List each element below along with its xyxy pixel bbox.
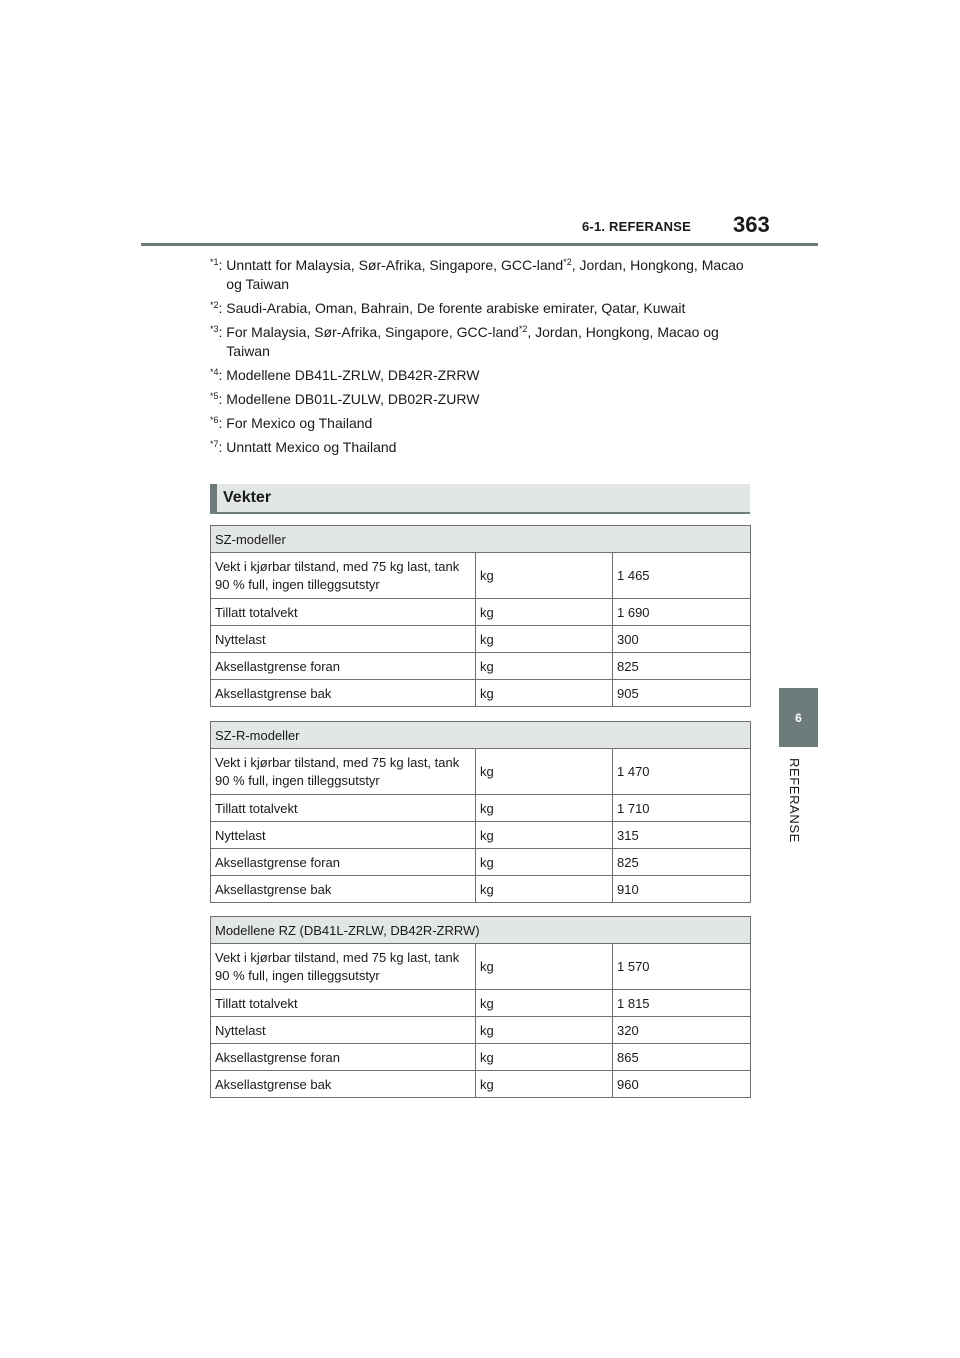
row-unit: kg [476,749,613,795]
footnote-mark: $^{*3}$: [210,324,227,340]
row-unit: kg [476,849,613,876]
row-unit: kg [476,1071,613,1098]
row-unit: kg [476,599,613,626]
footnote-text: Unntatt Mexico og Thailand [226,439,397,455]
row-label: Aksellastgrense bak [211,680,476,707]
row-value: 1 470 [613,749,751,795]
footnotes [210,256,755,462]
row-label: Tillatt totalvekt [211,990,476,1017]
section-title: Vekter [210,484,750,514]
row-value: 320 [613,1017,751,1044]
row-label: Aksellastgrense foran [211,1044,476,1071]
footnote-text: Saudi-Arabia, Oman, Bahrain, De forente arabiske emirater, Qatar, Kuwait [226,300,686,316]
footnote [210,323,755,361]
footnote-text: Unntatt for Malaysia, Sør-Afrika, Singapore, GCC-land$^{*2}$, Jordan, Hongkong, Macao og Taiwan [226,257,744,292]
row-value: 825 [613,653,751,680]
table-title: SZ-R-modeller [211,722,751,749]
row-value: 1 710 [613,795,751,822]
table-row [211,849,751,876]
row-unit: kg [476,876,613,903]
row-value: 300 [613,626,751,653]
footnote-text: Modellene DB01L-ZULW, DB02R-ZURW [226,391,480,407]
footnote [210,438,755,457]
row-unit: kg [476,680,613,707]
footnote-mark: $^{*4}$: [210,367,227,383]
table-row [211,680,751,707]
row-label: Nyttelast [211,1017,476,1044]
table-title: Modellene RZ (DB41L-ZRLW, DB42R-ZRRW) [211,917,751,944]
row-label: Aksellastgrense foran [211,653,476,680]
row-value: 865 [613,1044,751,1071]
row-label: Aksellastgrense bak [211,876,476,903]
row-unit: kg [476,653,613,680]
row-label: Aksellastgrense foran [211,849,476,876]
row-unit: kg [476,1044,613,1071]
table-row [211,1044,751,1071]
row-value: 1 465 [613,553,751,599]
row-label: Tillatt totalvekt [211,599,476,626]
row-label: Nyttelast [211,626,476,653]
row-label: Tillatt totalvekt [211,795,476,822]
row-value: 1 570 [613,944,751,990]
row-unit: kg [476,990,613,1017]
table-row [211,944,751,990]
table-row [211,876,751,903]
footnote [210,299,755,318]
row-label: Nyttelast [211,822,476,849]
table-title: SZ-modeller [211,526,751,553]
footnote [210,414,755,433]
header-divider [141,243,818,246]
row-value: 910 [613,876,751,903]
footnote-mark: $^{*7}$: [210,439,227,455]
row-label: Vekt i kjørbar tilstand, med 75 kg last, tank 90 % full, ingen tilleggsutstyr [211,749,476,795]
row-unit: kg [476,822,613,849]
row-label: Vekt i kjørbar tilstand, med 75 kg last, tank 90 % full, ingen tilleggsutstyr [211,553,476,599]
row-label: Vekt i kjørbar tilstand, med 75 kg last, tank 90 % full, ingen tilleggsutstyr [211,944,476,990]
table-row [211,990,751,1017]
chapter-tab [779,688,818,747]
row-unit: kg [476,944,613,990]
row-value: 825 [613,849,751,876]
row-label: Aksellastgrense bak [211,1071,476,1098]
row-value: 960 [613,1071,751,1098]
footnote [210,366,755,385]
section-heading-label: 6-1. REFERANSE [582,219,691,234]
weights-table-sz-r [210,721,751,903]
table-row [211,1071,751,1098]
footnote [210,256,755,294]
row-value: 1 815 [613,990,751,1017]
footnote-text: Modellene DB41L-ZRLW, DB42R-ZRRW [226,367,480,383]
row-unit: kg [476,795,613,822]
table-row [211,795,751,822]
table-row [211,749,751,795]
footnote-mark: $^{*6}$: [210,415,227,431]
row-value: 315 [613,822,751,849]
table-row [211,822,751,849]
footnote-text: For Mexico og Thailand [226,415,373,431]
row-value: 905 [613,680,751,707]
table-row [211,653,751,680]
footnote-mark: $^{*2}$: [210,300,227,316]
table-row [211,1017,751,1044]
table-row [211,626,751,653]
chapter-label: REFERANSE [787,758,802,843]
chapter-number: 6 [795,710,802,725]
footnote-text: For Malaysia, Sør-Afrika, Singapore, GCC-land$^{*2}$, Jordan, Hongkong, Macao og Taiwan [226,324,719,359]
footnote-mark: $^{*1}$: [210,257,227,273]
table-row [211,599,751,626]
footnote [210,390,755,409]
weights-table-rz [210,916,751,1098]
row-unit: kg [476,1017,613,1044]
page-number: 363 [733,212,770,237]
table-row [211,553,751,599]
weights-table-sz [210,525,751,707]
row-unit: kg [476,553,613,599]
footnote-mark: $^{*5}$: [210,391,227,407]
row-value: 1 690 [613,599,751,626]
row-unit: kg [476,626,613,653]
